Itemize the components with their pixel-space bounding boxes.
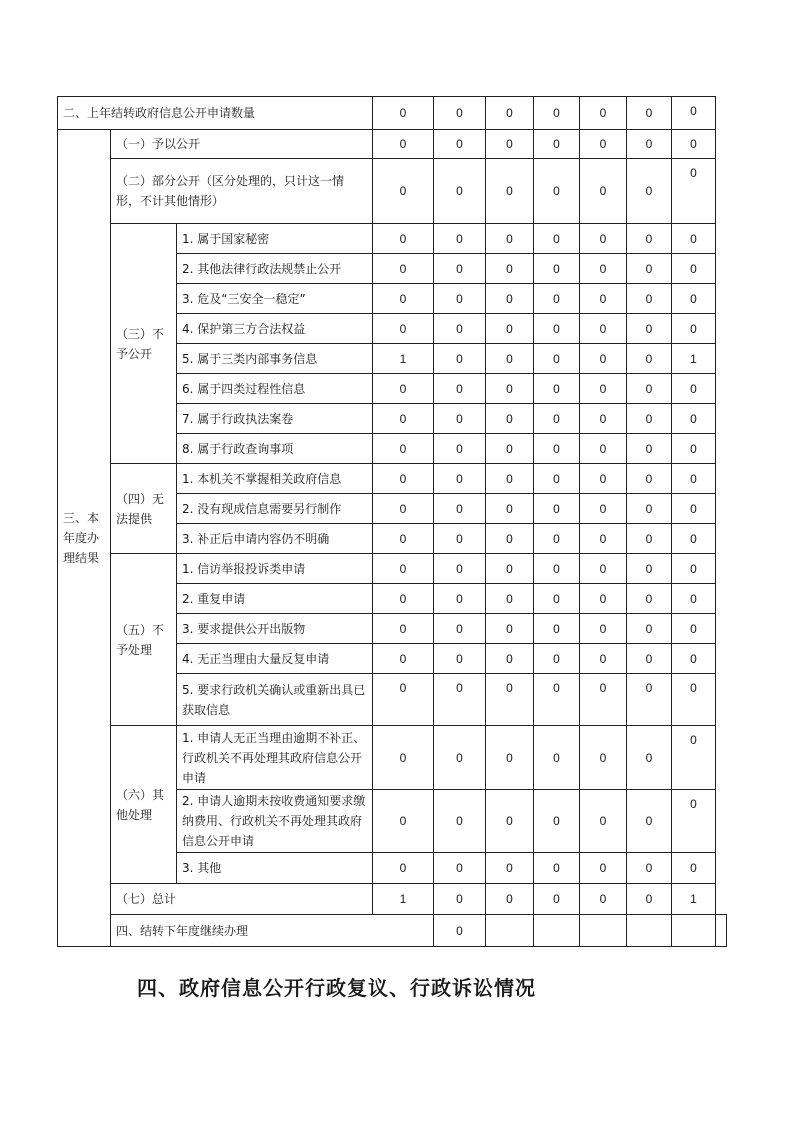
value-cell: 0 [580,284,627,314]
value-cell: 0 [373,614,434,644]
value-cell: 0 [627,130,672,159]
row-label: 8. 属于行政查询事项 [177,434,373,464]
value-cell: 0 [486,374,534,404]
value-cell: 0 [580,644,627,674]
value-cell: 0 [373,224,434,254]
value-cell: 0 [580,494,627,524]
value-cell: 0 [434,554,486,584]
value-cell: 0 [434,884,486,915]
value-cell: 0 [534,404,580,434]
value-cell: 0 [486,434,534,464]
value-cell: 0 [672,314,716,344]
value-cell: 0 [672,284,716,314]
value-cell: 0 [534,614,580,644]
value-cell: 0 [534,584,580,614]
row-label: （一）予以公开 [111,130,373,159]
value-cell: 0 [486,524,534,554]
value-cell: 0 [672,524,716,554]
value-cell: 0 [373,726,434,790]
row-label: 5. 属于三类内部事务信息 [177,344,373,374]
value-cell: 0 [627,254,672,284]
value-cell: 0 [672,434,716,464]
row-label: 3. 危及“三安全一稳定” [177,284,373,314]
value-cell: 0 [434,644,486,674]
value-cell: 0 [627,434,672,464]
value-cell: 0 [434,674,486,726]
value-cell: 0 [434,726,486,790]
value-cell: 0 [434,159,486,224]
row-label: （七）总计 [111,884,373,915]
value-cell: 0 [434,344,486,374]
group-label: （三）不予公开 [111,224,177,464]
value-cell: 0 [672,97,716,130]
value-cell: 0 [486,494,534,524]
value-cell: 0 [672,374,716,404]
value-cell: 0 [580,224,627,254]
value-cell: 0 [580,344,627,374]
value-cell: 0 [627,464,672,494]
value-cell: 0 [534,254,580,284]
value-cell: 0 [672,404,716,434]
value-cell: 0 [627,97,672,130]
value-cell: 0 [434,314,486,344]
row-label: 1. 申请人无正当理由逾期不补正、行政机关不再处理其政府信息公开申请 [177,726,373,790]
value-cell: 0 [534,853,580,884]
row-label: 1. 信访举报投诉类申请 [177,554,373,584]
value-cell: 0 [373,464,434,494]
value-cell: 0 [373,314,434,344]
row-label: 二、上年结转政府信息公开申请数量 [58,97,373,130]
value-cell: 0 [534,434,580,464]
value-cell: 0 [434,254,486,284]
value-cell: 0 [534,554,580,584]
value-cell: 0 [627,404,672,434]
value-cell: 0 [627,790,672,853]
value-cell: 0 [627,159,672,224]
value-cell: 0 [672,224,716,254]
row-label: 1. 属于国家秘密 [177,224,373,254]
value-cell [716,915,727,947]
value-cell: 0 [627,494,672,524]
value-cell: 0 [580,374,627,404]
value-cell: 0 [486,284,534,314]
value-cell: 0 [580,584,627,614]
value-cell: 0 [486,97,534,130]
row-label: 1. 本机关不掌握相关政府信息 [177,464,373,494]
value-cell: 0 [534,790,580,853]
value-cell: 0 [672,726,716,790]
table-row [58,554,727,584]
value-cell: 0 [534,284,580,314]
value-cell: 0 [434,915,486,947]
value-cell: 0 [434,464,486,494]
value-cell: 0 [672,464,716,494]
value-cell: 0 [434,524,486,554]
value-cell: 0 [486,344,534,374]
value-cell: 0 [672,674,716,726]
statistics-table [57,96,727,947]
value-cell: 0 [627,614,672,644]
value-cell: 0 [672,494,716,524]
value-cell: 0 [580,404,627,434]
value-cell: 0 [580,464,627,494]
row-label: 3. 补正后申请内容仍不明确 [177,524,373,554]
row-label: （二）部分公开（区分处理的，只计这一情形，不计其他情形） [111,159,373,224]
value-cell: 0 [373,404,434,434]
value-cell: 0 [534,130,580,159]
row-label: 5. 要求行政机关确认或重新出具已获取信息 [177,674,373,726]
value-cell: 0 [486,726,534,790]
value-cell: 0 [580,674,627,726]
value-cell: 0 [580,130,627,159]
value-cell: 0 [434,404,486,434]
value-cell: 0 [434,224,486,254]
value-cell: 0 [580,434,627,464]
value-cell: 0 [373,284,434,314]
value-cell: 0 [486,254,534,284]
table-row [58,159,727,224]
value-cell: 0 [627,374,672,404]
value-cell: 0 [486,584,534,614]
row-label: 2. 申请人逾期未按收费通知要求缴纳费用、行政机关不再处理其政府信息公开申请 [177,790,373,853]
value-cell: 0 [434,434,486,464]
value-cell: 0 [373,159,434,224]
row-label: 4. 无正当理由大量反复申请 [177,644,373,674]
value-cell: 0 [580,726,627,790]
row-label: 3. 要求提供公开出版物 [177,614,373,644]
value-cell: 0 [486,644,534,674]
value-cell: 1 [373,344,434,374]
value-cell: 0 [534,674,580,726]
value-cell: 0 [580,614,627,644]
value-cell: 0 [373,494,434,524]
row-label: 2. 没有现成信息需要另行制作 [177,494,373,524]
table-row [58,224,727,254]
value-cell: 0 [672,644,716,674]
value-cell: 0 [672,614,716,644]
value-cell: 0 [580,790,627,853]
value-cell [580,915,627,947]
row-label: 2. 重复申请 [177,584,373,614]
value-cell: 0 [373,374,434,404]
value-cell: 0 [373,790,434,853]
value-cell: 0 [486,853,534,884]
value-cell: 0 [373,130,434,159]
value-cell: 0 [534,374,580,404]
section-three-label: 三、本年度办理结果 [58,130,111,947]
value-cell: 0 [627,284,672,314]
value-cell: 0 [627,884,672,915]
value-cell: 0 [534,464,580,494]
value-cell: 0 [580,254,627,284]
value-cell: 0 [434,284,486,314]
value-cell: 0 [373,524,434,554]
value-cell [672,915,716,947]
row-label: 4. 保护第三方合法权益 [177,314,373,344]
table-row [58,915,727,947]
table-row [58,97,727,130]
value-cell: 0 [486,404,534,434]
value-cell: 0 [534,314,580,344]
value-cell: 0 [580,97,627,130]
value-cell: 0 [534,159,580,224]
value-cell: 0 [434,130,486,159]
value-cell: 0 [672,853,716,884]
value-cell: 0 [486,159,534,224]
value-cell: 0 [486,884,534,915]
value-cell: 0 [486,614,534,644]
group-label: （四）无法提供 [111,464,177,554]
row-label: 7. 属于行政执法案卷 [177,404,373,434]
value-cell: 0 [534,644,580,674]
value-cell: 0 [672,130,716,159]
value-cell: 0 [434,97,486,130]
value-cell: 0 [373,434,434,464]
value-cell: 0 [672,554,716,584]
value-cell: 0 [580,524,627,554]
value-cell: 0 [534,97,580,130]
value-cell: 0 [434,494,486,524]
value-cell: 0 [672,584,716,614]
value-cell: 0 [627,853,672,884]
value-cell: 0 [486,554,534,584]
value-cell: 0 [672,254,716,284]
value-cell: 1 [373,884,434,915]
value-cell: 0 [580,853,627,884]
row-label: 四、结转下年度继续办理 [111,915,434,947]
row-label: 3. 其他 [177,853,373,884]
table-row [58,130,727,159]
value-cell [627,915,672,947]
value-cell: 0 [627,644,672,674]
value-cell [486,915,534,947]
value-cell: 0 [627,344,672,374]
row-label: 2. 其他法律行政法规禁止公开 [177,254,373,284]
value-cell: 0 [373,674,434,726]
value-cell: 0 [373,254,434,284]
value-cell: 1 [672,344,716,374]
group-label: （六）其他处理 [111,726,177,884]
value-cell: 0 [580,554,627,584]
value-cell: 0 [373,584,434,614]
value-cell: 1 [672,884,716,915]
value-cell: 0 [434,584,486,614]
value-cell: 0 [672,159,716,224]
value-cell: 0 [373,853,434,884]
value-cell: 0 [580,314,627,344]
value-cell: 0 [534,494,580,524]
value-cell: 0 [373,97,434,130]
value-cell: 0 [534,524,580,554]
value-cell: 0 [672,790,716,853]
value-cell: 0 [434,614,486,644]
value-cell: 0 [627,314,672,344]
value-cell: 0 [534,726,580,790]
value-cell: 0 [627,224,672,254]
group-label: （五）不予处理 [111,554,177,726]
value-cell: 0 [627,674,672,726]
value-cell: 0 [434,853,486,884]
table-row [58,464,727,494]
value-cell: 0 [486,130,534,159]
value-cell: 0 [534,224,580,254]
value-cell: 0 [373,644,434,674]
section-heading: 四、政府信息公开行政复议、行政诉讼情况 [137,976,536,1000]
value-cell: 0 [534,344,580,374]
value-cell: 0 [580,884,627,915]
value-cell: 0 [486,790,534,853]
value-cell: 0 [627,554,672,584]
value-cell: 0 [486,224,534,254]
value-cell: 0 [434,790,486,853]
value-cell: 0 [627,726,672,790]
value-cell: 0 [627,524,672,554]
value-cell: 0 [627,584,672,614]
value-cell: 0 [486,674,534,726]
row-label: 6. 属于四类过程性信息 [177,374,373,404]
value-cell: 0 [486,314,534,344]
value-cell: 0 [534,884,580,915]
value-cell [534,915,580,947]
table-row [58,884,727,915]
value-cell: 0 [486,464,534,494]
table-row [58,726,727,790]
value-cell: 0 [434,374,486,404]
value-cell: 0 [580,159,627,224]
value-cell: 0 [373,554,434,584]
